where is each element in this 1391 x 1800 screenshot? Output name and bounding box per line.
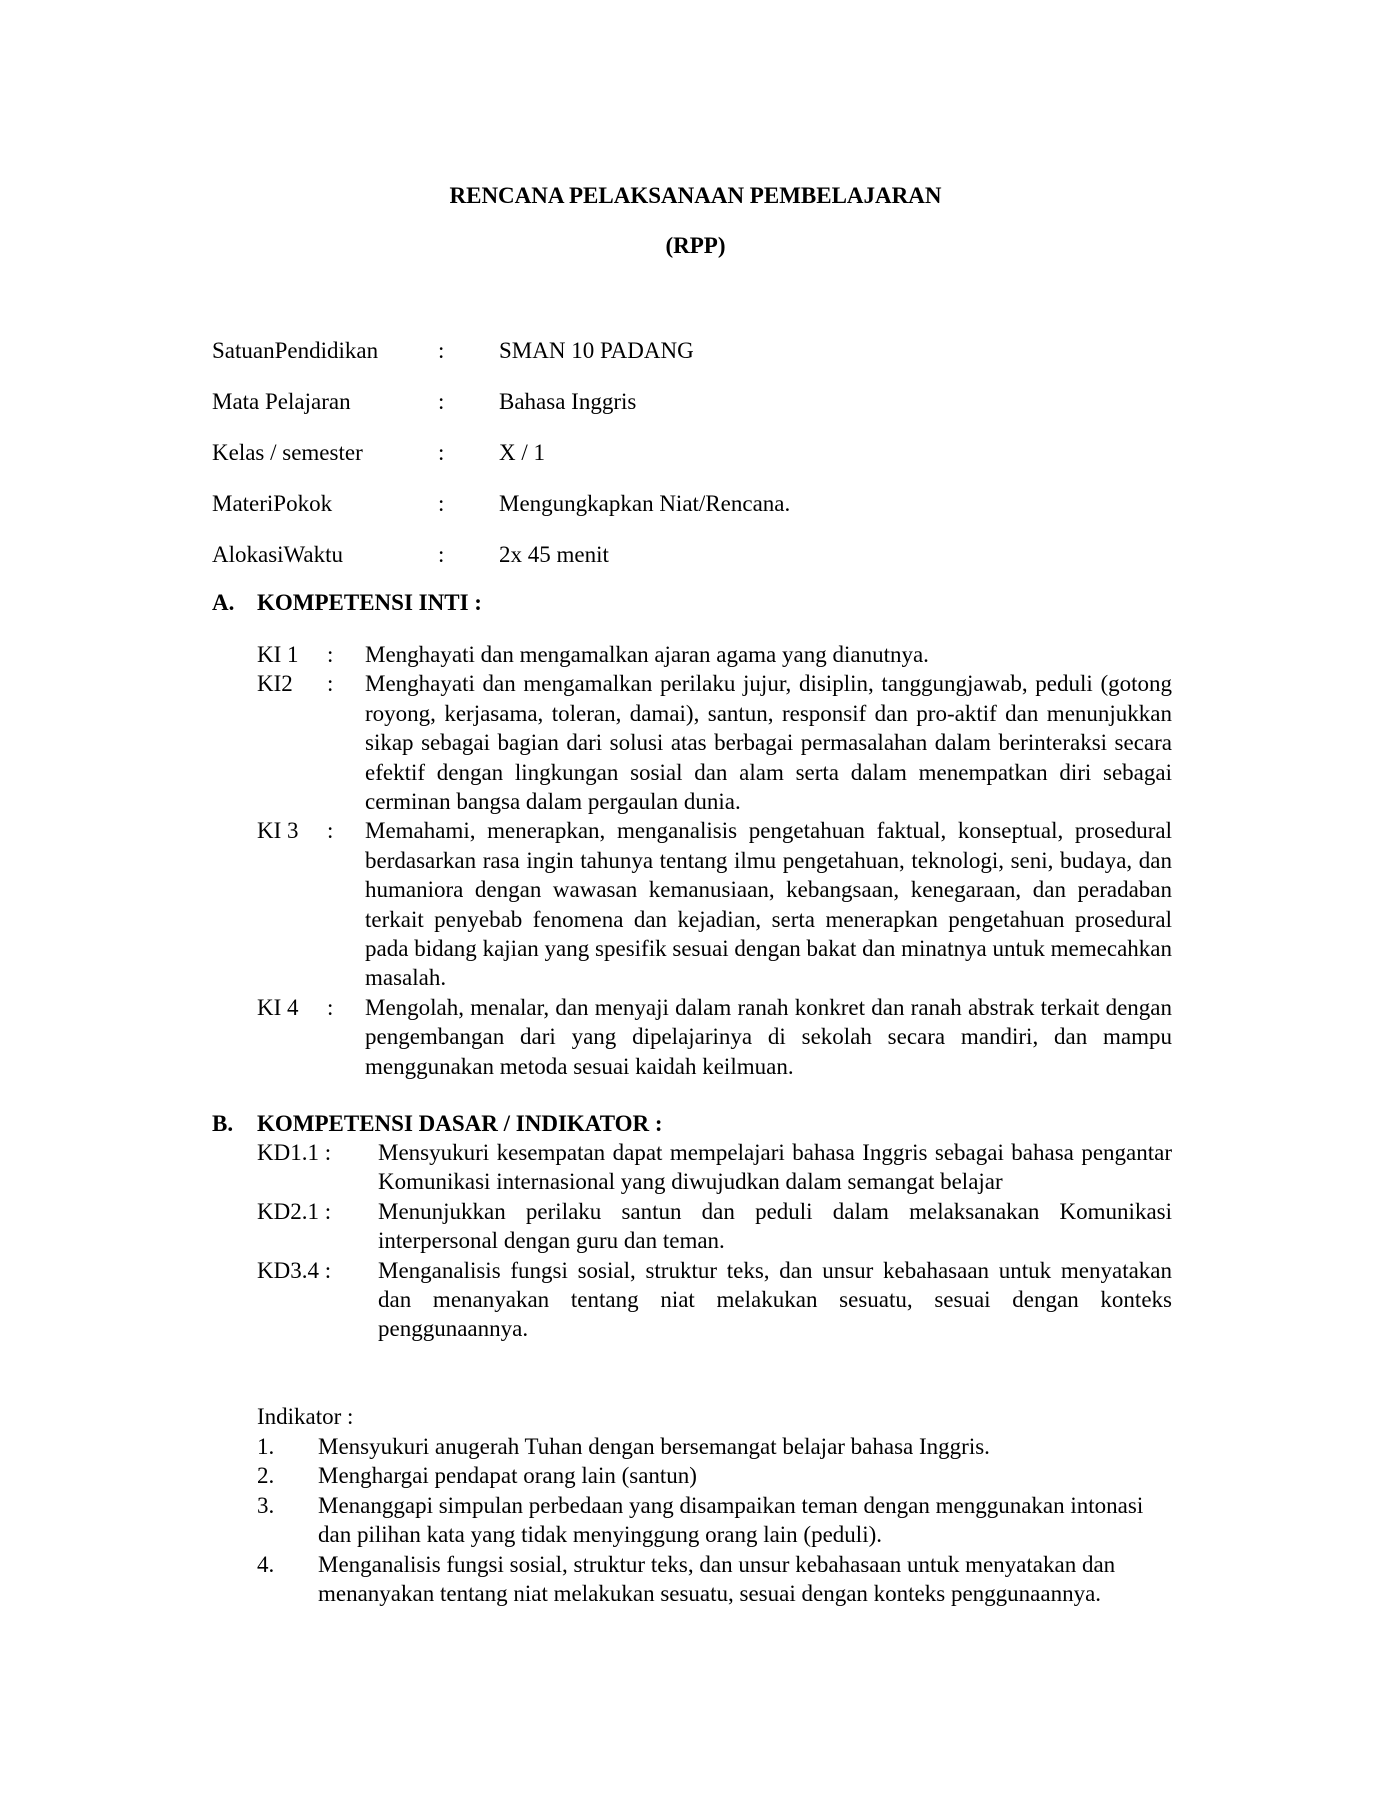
section-letter: B. bbox=[212, 1111, 234, 1136]
kompetensi-dasar-list bbox=[257, 1138, 1172, 1344]
identity-colon: : bbox=[438, 542, 445, 567]
indikator-heading: Indikator : bbox=[257, 1404, 354, 1429]
item-number: 4. bbox=[257, 1551, 275, 1577]
ki-text: Mengolah, menalar, dan menyaji dalam ranah konkret dan ranah abstrak terkait dengan pengembangan dari yang dipelajarinya di sekolah secara mandiri, dan mampu menggunakan metoda sesuai kaidah keilmuan. bbox=[365, 994, 1172, 1079]
item-text: Mensyukuri anugerah Tuhan dengan bersemangat belajar bahasa Inggris. bbox=[318, 1434, 990, 1459]
list-item bbox=[257, 1197, 1172, 1256]
identity-colon: : bbox=[438, 389, 445, 414]
list-item bbox=[257, 1491, 1172, 1550]
identity-value: X / 1 bbox=[499, 440, 545, 465]
kd-code: KD3.4 : bbox=[257, 1257, 332, 1283]
list-item bbox=[257, 640, 1172, 669]
indikator-list bbox=[257, 1432, 1172, 1608]
identity-row bbox=[212, 538, 1112, 589]
ki-text: Menghayati dan mengamalkan perilaku jujur, disiplin, tanggungjawab, peduli (gotong royong, kerjasama, toleran, damai), santun, responsif dan pro-aktif dan menunjukkan sikap sebagai bagian dari solusi atas berbagai permasalahan dalam berinteraksi secara efektif dengan lingkungan sosial dan alam serta dalam menempatkan diri sebagai cerminan bangsa dalam pergaulan dunia. bbox=[365, 671, 1172, 815]
item-number: 1. bbox=[257, 1434, 275, 1459]
document-title: RENCANA PELAKSANAAN PEMBELAJARAN bbox=[449, 183, 942, 208]
list-item bbox=[257, 816, 1172, 992]
section-letter: A. bbox=[212, 590, 235, 615]
list-item bbox=[257, 1138, 1172, 1197]
item-number: 2. bbox=[257, 1463, 275, 1489]
identity-label: MateriPokok bbox=[212, 491, 333, 516]
section-a-heading bbox=[212, 588, 482, 618]
list-item bbox=[257, 1461, 1172, 1490]
identity-value: Bahasa Inggris bbox=[499, 389, 637, 414]
section-title: KOMPETENSI INTI : bbox=[257, 590, 482, 615]
list-item bbox=[257, 1550, 1172, 1609]
identity-row bbox=[212, 487, 1112, 538]
item-number: 3. bbox=[257, 1492, 275, 1518]
identity-value: SMAN 10 PADANG bbox=[499, 338, 694, 363]
item-text: Menghargai pendapat orang lain (santun) bbox=[318, 1463, 697, 1489]
identity-label: Mata Pelajaran bbox=[212, 389, 351, 414]
kd-text: Menunjukkan perilaku santun dan peduli dalam melaksanakan Komunikasi interpersonal dengan guru dan teman. bbox=[378, 1198, 1172, 1254]
identity-row bbox=[212, 334, 1112, 385]
identity-value: Mengungkapkan Niat/Rencana. bbox=[499, 491, 791, 516]
identity-label: AlokasiWaktu bbox=[212, 542, 344, 567]
list-item bbox=[257, 1432, 1172, 1461]
identity-colon: : bbox=[438, 491, 445, 516]
identity-row bbox=[212, 436, 1112, 487]
ki-code: KI 1 : bbox=[257, 642, 334, 667]
list-item bbox=[257, 993, 1172, 1081]
identity-table bbox=[212, 334, 1112, 589]
ki-code: KI2 : bbox=[257, 671, 334, 697]
ki-text: Menghayati dan mengamalkan ajaran agama yang dianutnya. bbox=[365, 642, 929, 667]
kd-text: Menganalisis fungsi sosial, struktur teks, dan unsur kebahasaan untuk menyatakan dan menanyakan tentang niat melakukan sesuatu, sesuai dengan konteks penggunaannya. bbox=[378, 1257, 1172, 1342]
identity-label: Kelas / semester bbox=[212, 440, 363, 465]
section-title: KOMPETENSI DASAR / INDIKATOR : bbox=[257, 1111, 663, 1136]
ki-code: KI 4 : bbox=[257, 994, 334, 1020]
ki-text: Memahami, menerapkan, menganalisis pengetahuan faktual, konseptual, prosedural berdasarkan rasa ingin tahunya tentang ilmu pengetahuan, teknologi, seni, budaya, dan humaniora dengan wawasan kemanusiaan, kebangsaan, kenegaraan, dan peradaban terkait penyebab fenomena dan kejadian, serta menerapkan pengetahuan prosedural pada bidang kajian yang spesifik sesuai dengan bakat dan minatnya untuk memecahkan masalah. bbox=[365, 818, 1172, 991]
ki-code: KI 3 : bbox=[257, 818, 334, 844]
kd-text: Mensyukuri kesempatan dapat mempelajari bahasa Inggris sebagai bahasa pengantar Komunikasi internasional yang diwujudkan dalam semangat belajar bbox=[378, 1140, 1172, 1195]
kd-code: KD1.1 : bbox=[257, 1140, 332, 1165]
list-item bbox=[257, 1256, 1172, 1344]
kd-code: KD2.1 : bbox=[257, 1198, 332, 1224]
identity-value: 2x 45 menit bbox=[499, 542, 609, 567]
document-subtitle: (RPP) bbox=[665, 233, 726, 258]
identity-label: SatuanPendidikan bbox=[212, 338, 379, 363]
identity-colon: : bbox=[438, 440, 445, 465]
identity-row bbox=[212, 385, 1112, 436]
list-item bbox=[257, 669, 1172, 816]
identity-colon: : bbox=[438, 338, 445, 363]
kompetensi-inti-list bbox=[257, 640, 1172, 1081]
item-text: Menganalisis fungsi sosial, struktur teks, dan unsur kebahasaan untuk menyatakan dan menanyakan tentang niat melakukan sesuatu, sesuai dengan konteks penggunaannya. bbox=[318, 1551, 1116, 1607]
item-text: Menanggapi simpulan perbedaan yang disampaikan teman dengan menggunakan intonasi dan pilihan kata yang tidak menyinggung orang lain (peduli). bbox=[318, 1492, 1144, 1548]
section-b-heading bbox=[212, 1109, 663, 1139]
